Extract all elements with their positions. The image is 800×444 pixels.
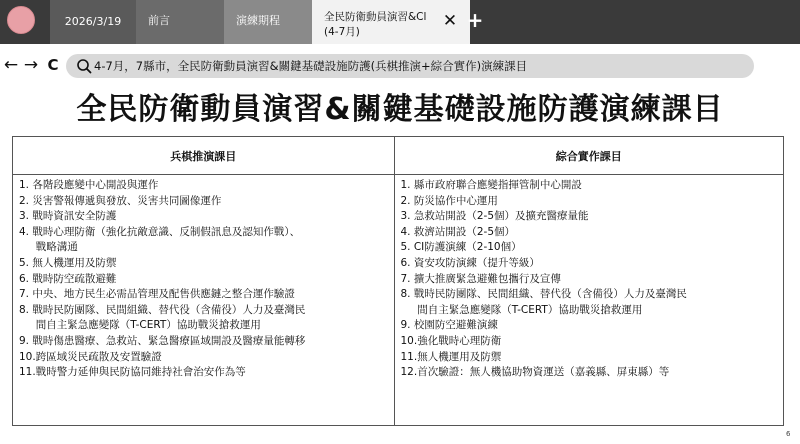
list-item: 8. 戰時民防團隊、民間組織、替代役（含備役）人力及臺灣民	[400, 288, 687, 301]
arrow-left-icon[interactable]: ←	[3, 55, 19, 75]
close-icon[interactable]: ✕	[442, 11, 458, 31]
list-item: 2. 災害警報傳遞與發放、災害共同圖像運作	[19, 194, 222, 207]
date-tab[interactable]: 2026/3/19	[50, 0, 136, 44]
list-item: 3. 戰時資訊安全防護	[19, 210, 117, 223]
list-item: 4. 戰時心理防衛（強化抗敵意識、反制假訊息及認知作戰）、	[19, 225, 301, 238]
arrow-right-icon[interactable]: →	[23, 55, 39, 75]
list-item: 9. 校園防空避難演練	[400, 319, 498, 332]
tab-exercise-label: 全民防衛動員演習&Cl (4-7月)	[324, 11, 427, 38]
list-item: 10.強化戰時心理防衛	[400, 334, 502, 347]
list-item: 10.跨區域災民疏散及安置驗證	[19, 350, 162, 363]
list-item: 5. 無人機運用及防禦	[19, 256, 117, 269]
list-item: 1. 縣市政府聯合應變指揮管制中心開設	[400, 179, 582, 191]
address-bar[interactable]: 4-7月，7縣市，全民防衛動員演習&關鍵基礎設施防護(兵棋推演+綜合實作)演練課目	[66, 54, 754, 78]
list-item: 間自主緊急應變隊（T-CERT）協助戰災搶救運用	[19, 319, 261, 332]
list-item: 2. 防災協作中心運用	[400, 194, 498, 207]
list-item: 12.首次驗證：無人機協助物資運送（嘉義縣、屏東縣）等	[400, 366, 670, 379]
list-item: 3. 急救站開設（2-5個）及擴充醫療量能	[400, 210, 589, 223]
tab-preface[interactable]: 前言	[136, 0, 224, 44]
tab-schedule[interactable]: 演練期程	[224, 0, 312, 44]
tabletop-list	[19, 178, 388, 381]
list-item: 11.無人機運用及防禦	[400, 350, 502, 363]
list-item: 6. 資安攻防演練（提升等級）	[400, 256, 540, 269]
column-header-practical: 綜合實作課目	[394, 137, 784, 175]
search-icon	[76, 58, 92, 74]
list-item: 7. 擴大推廣緊急避難包攜行及宣傳	[400, 272, 561, 285]
list-item: 戰略溝通	[19, 241, 78, 254]
list-item: 4. 救濟站開設（2-5個）	[400, 225, 516, 238]
list-item: 間自主緊急應變隊（T-CERT）協助戰災搶救運用	[400, 303, 643, 316]
tab-bar	[0, 0, 800, 44]
list-item: 1. 各階段應變中心開設與運作	[19, 179, 159, 191]
practical-list	[401, 178, 778, 381]
practical-column	[394, 175, 784, 426]
list-item: 8. 戰時民防團隊、民間組織、替代役（含備役）人力及臺灣民	[19, 303, 306, 316]
list-item: 7. 中央、地方民生必需品管理及配售供應鏈之整合運作驗證	[19, 288, 295, 301]
reload-icon[interactable]: C	[47, 56, 59, 74]
slide-title: 全民防衛動員演習&關鍵基礎設施防護演練課目	[76, 92, 724, 127]
plus-icon[interactable]: +	[466, 8, 484, 32]
list-item: 11.戰時警力延伸與民防協同維持社會治安作為等	[19, 366, 246, 379]
tabletop-column	[13, 175, 395, 426]
list-item: 9. 戰時傷患醫療、急救站、緊急醫療區域開設及醫療量能轉移	[19, 334, 306, 347]
avatar[interactable]	[7, 6, 35, 34]
address-row	[0, 44, 800, 88]
page-number: 6	[786, 430, 791, 438]
exercise-table	[12, 136, 784, 426]
column-header-tabletop: 兵棋推演課目	[13, 137, 395, 175]
list-item: 5. CI防護演練（2-10個）	[400, 241, 522, 254]
list-item: 6. 戰時防空疏散避難	[19, 272, 117, 285]
